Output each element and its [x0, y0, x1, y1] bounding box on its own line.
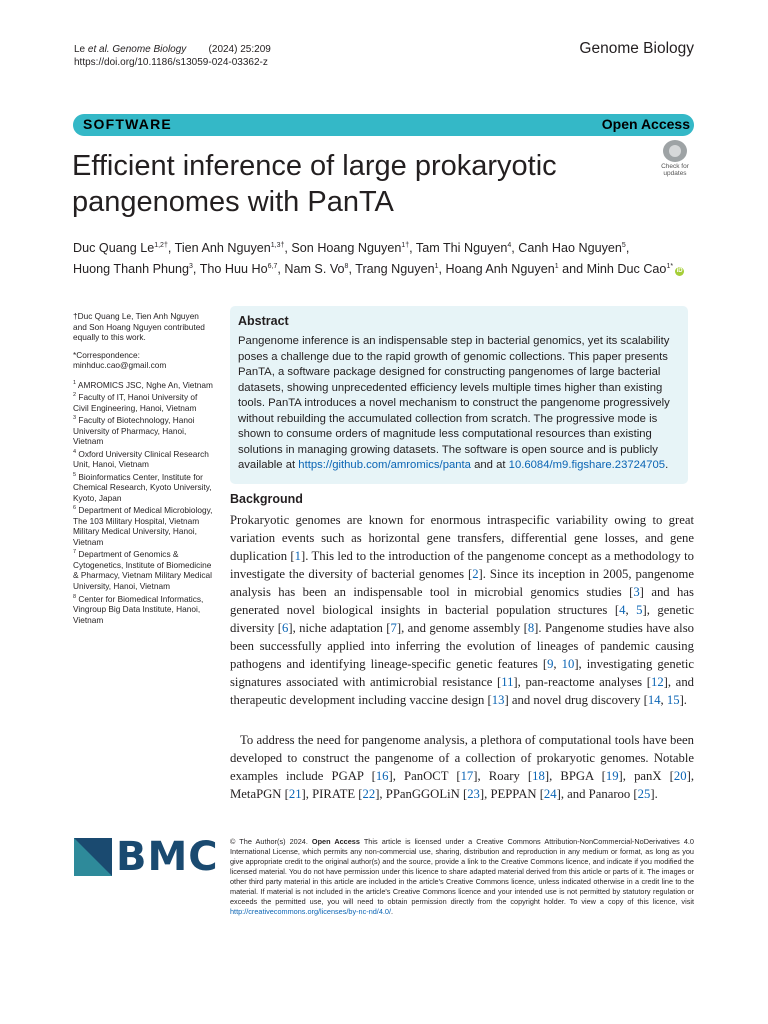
- citation-reference-link[interactable]: 25: [637, 787, 651, 801]
- affiliation-text: Oxford University Clinical Research Unit, Hanoi, Vietnam: [73, 448, 209, 470]
- author-name[interactable]: Trang Nguyen: [355, 262, 435, 276]
- github-link[interactable]: https://github.com/amromics/panta: [298, 459, 471, 471]
- author-name[interactable]: Tien Anh Nguyen: [174, 241, 271, 255]
- author-affiliation-marker: 4: [507, 241, 512, 249]
- affiliation-number: 5: [73, 471, 77, 478]
- citation-reference-link[interactable]: 9: [547, 657, 554, 671]
- abstract-heading: Abstract: [238, 314, 289, 328]
- author-list: Duc Quang $Le^{1,2\dagger}$, Tien Anh Nguyen$^{1,3\dagger}$, Son Hoang Nguyen$^{1\dagger}$, Tam Thi Nguyen$^4$, Canh Hao Nguyen$^5$, Huong Thanh Phung$^3$, Tho Huu Ho$^{6,7}$, Nam S. Vo$^8$, Trang Nguyen$^1$, Hoang Anh Nguyen$^1$ and Minh Duc Cao$^{1*}$iD: [73, 241, 683, 276]
- author-name[interactable]: Son Hoang Nguyen: [291, 241, 402, 255]
- affiliation-item: [73, 503, 213, 547]
- author-affiliation-marker: 1,2†: [154, 241, 168, 249]
- citation-etal: et al.: [87, 44, 110, 55]
- citation-reference-link[interactable]: 1: [294, 549, 301, 563]
- paragraph-text: ], MetaPGN [: [230, 769, 694, 801]
- author-affiliation-marker: 8: [344, 262, 349, 270]
- citation-reference-link[interactable]: 11: [501, 675, 514, 689]
- abstract-between: and at: [470, 459, 509, 471]
- orcid-icon[interactable]: iD: [676, 268, 683, 274]
- citation-reference-link[interactable]: 17: [460, 769, 474, 783]
- affiliation-number: 4: [73, 448, 77, 455]
- affiliation-text: Faculty of IT, Hanoi University of Civil Engineering, Hanoi, Vietnam: [73, 392, 198, 413]
- affiliation-number: 2: [73, 392, 77, 399]
- correspondence-label: *Correspondence:: [73, 349, 140, 360]
- background-paragraph-1: [230, 511, 694, 709]
- citation-reference-link[interactable]: 22: [362, 787, 376, 801]
- bmc-logo-mark-icon: [74, 838, 112, 876]
- abstract-end: .: [665, 459, 669, 471]
- affiliation-list: [73, 378, 213, 625]
- paragraph-text: ], PIRATE [: [301, 787, 363, 801]
- license-open-access: Open Access: [311, 837, 360, 846]
- author-affiliation-marker: 1*: [666, 262, 674, 270]
- paragraph-text: ].: [650, 787, 658, 801]
- paragraph-text: ]. This led to the introduction of the pangenome concept as a methodology to investigate the diversity of bacterial genomes [: [230, 549, 695, 581]
- background-paragraph-2: [230, 731, 694, 803]
- author-name[interactable]: Duc Quang Le: [73, 241, 155, 255]
- author-name[interactable]: Canh Hao Nguyen: [518, 241, 622, 255]
- affiliation-item: [73, 390, 213, 413]
- paragraph-text: ], PPanGGOLiN [: [375, 787, 468, 801]
- citation-reference-link[interactable]: 2: [472, 567, 479, 581]
- citation-reference-link[interactable]: 10: [561, 657, 575, 671]
- affiliation-text: Faculty of Biotechnology, Hanoi University of Pharmacy, Hanoi, Vietnam: [73, 415, 195, 447]
- check-for-updates-button[interactable]: [656, 140, 694, 180]
- author-affiliation-marker: 5: [621, 241, 626, 249]
- paragraph-text: ] and novel drug discovery [: [504, 693, 648, 707]
- paragraph-text: ]. Since its inception in 2005, pangenome analysis has been an indispensable tool in microbial genomics studies [: [230, 567, 694, 599]
- citation-reference-link[interactable]: 13: [491, 693, 505, 707]
- author-name[interactable]: Huong Thanh Phung: [73, 262, 190, 276]
- author-name[interactable]: Hoang Anh Nguyen: [445, 262, 555, 276]
- paragraph-text: ], investigating genetic signatures associated with antimicrobial resistance [: [230, 657, 695, 689]
- abstract-body: [238, 334, 683, 474]
- author-affiliation-marker: 1: [434, 262, 439, 270]
- citation-reference-link[interactable]: 12: [650, 675, 664, 689]
- citation-authors: Le: [74, 44, 88, 55]
- paragraph-text: ], and therapeutic development including vaccine design [: [230, 675, 695, 707]
- open-access-label: Open Access: [601, 116, 690, 132]
- citation-header: [74, 43, 271, 69]
- equal-contribution-note: †Duc Quang Le, Tien Anh Nguyen and Son Hoang Nguyen contributed equally to this work.: [73, 311, 205, 343]
- figshare-link[interactable]: 10.6084/m9.figshare.23724705: [508, 459, 666, 471]
- check-updates-line1: Check for: [661, 163, 689, 170]
- affiliation-item: [73, 547, 213, 591]
- author-name[interactable]: Tam Thi Nguyen: [415, 241, 508, 255]
- citation-reference-link[interactable]: 15: [666, 693, 680, 707]
- doi-link[interactable]: https://doi.org/10.1186/s13059-024-03362-z: [74, 57, 268, 68]
- citation-reference-link[interactable]: 18: [532, 769, 545, 783]
- citation-reference-link[interactable]: 3: [633, 585, 640, 599]
- journal-name: Genome Biology: [579, 40, 694, 57]
- author-name[interactable]: Nam S. Vo: [284, 262, 345, 276]
- affiliation-text: Department of Genomics & Cytogenetics, Institute of Biomedicine & Pharmacy, Vietnam Military Medical University, Hanoi, Vietnam: [73, 549, 212, 592]
- affiliation-item: [73, 378, 213, 390]
- citation-reference-link[interactable]: 4: [619, 603, 626, 617]
- license-statement: [230, 837, 694, 917]
- citation-reference-link[interactable]: 24: [543, 787, 557, 801]
- paragraph-text: ], and genome assembly [: [396, 621, 528, 635]
- affiliation-number: 3: [73, 415, 77, 422]
- citation-reference-link[interactable]: 16: [375, 769, 389, 783]
- citation-reference-link[interactable]: 8: [527, 621, 535, 635]
- affiliation-number: 8: [73, 593, 77, 600]
- license-text: This article is licensed under a Creative Commons Attribution-NonCommercial-NoDerivatives 4.0 International License, which permits any non-commercial use, sharing, distribution and reproduction in any medium or format, as long as you give appropriate credit to the original author(s) and the source, provide a link to the Creative Commons licence, and indicate if you modified the licensed material. You do not have permission under this licence to share adapted material derived from this article or parts of it. The images or other third party material in this article are included in the article's Creative Commons licence, unless indicated otherwise in a credit line to the material. If material is not included in the article's Creative Commons licence and your intended use is not permitted by statutory regulation or exceeds the permitted use, you will need to obtain permission directly from the copyright holder. To view a copy of this licence, visit: [230, 837, 694, 906]
- license-link[interactable]: http://creativecommons.org/licenses/by-nc-nd/4.0/: [230, 907, 392, 916]
- author-notes-sidebar: [73, 311, 213, 625]
- paragraph-text: ] and has generated novel biological insights in bacterial population structures [: [230, 585, 694, 617]
- citation-reference-link[interactable]: 6: [282, 621, 289, 635]
- check-updates-line2: updates: [663, 170, 687, 177]
- paragraph-text: ], PEPPAN [: [479, 787, 544, 801]
- paragraph-text: ]. Pangenome studies have also been successfully applied into inferring the evolution of lineages of pandemic causing pathogens and identifying lineage-specific genetic features [: [230, 621, 694, 671]
- article-title: Efficient inference of large prokaryotic pangenomes with PanTA: [72, 150, 557, 218]
- article-type-banner: [73, 114, 694, 136]
- paragraph-text: ,: [660, 693, 667, 707]
- author-affiliation-marker: 1†: [401, 241, 410, 249]
- paragraph-text: To address the need for pangenome analysis, a plethora of computational tools have been developed to construct the pangenome of a collection of prokaryotic genomes. Notable examples include PGAP [: [230, 733, 694, 783]
- license-end: .: [391, 907, 394, 916]
- paragraph-text: ], and Panaroo [: [556, 787, 638, 801]
- paragraph-text: ], genetic diversity [: [230, 603, 695, 635]
- author-name[interactable]: Minh Duc Cao: [586, 262, 667, 276]
- paragraph-text: ], panX [: [618, 769, 674, 783]
- article-type-label: SOFTWARE: [83, 116, 172, 132]
- citation-year-volume: (2024) 25:209: [208, 44, 271, 55]
- affiliation-text: Center for Biomedical Informatics, Vingroup Big Data Institute, Hanoi, Vietnam: [73, 593, 204, 625]
- citation-reference-link[interactable]: 5: [636, 603, 643, 617]
- bmc-logo: [74, 834, 219, 880]
- paragraph-text: ].: [679, 693, 687, 707]
- check-updates-icon: [663, 140, 687, 162]
- affiliation-text: AMROMICS JSC, Nghe An, Vietnam: [77, 379, 213, 390]
- affiliation-item: [73, 470, 213, 504]
- author-affiliation-marker: 6,7: [267, 262, 278, 270]
- citation-reference-link[interactable]: 19: [605, 769, 619, 783]
- correspondence-email[interactable]: minhduc.cao@gmail.com: [73, 360, 167, 371]
- license-prefix: © The Author(s) 2024.: [230, 837, 312, 846]
- affiliation-number: 6: [73, 505, 77, 512]
- paragraph-text: ], niche adaptation [: [288, 621, 391, 635]
- author-name[interactable]: Tho Huu Ho: [199, 262, 268, 276]
- citation-reference-link[interactable]: 20: [673, 769, 687, 783]
- affiliation-number: 7: [73, 549, 77, 556]
- affiliation-text: Department of Medical Microbiology, The 103 Military Hospital, Vietnam Military Medical University, Hanoi, Vietnam: [73, 505, 213, 547]
- citation-journal: Genome Biology: [109, 44, 187, 55]
- paragraph-text: ], Roary [: [473, 769, 533, 783]
- affiliation-item: [73, 413, 213, 447]
- citation-reference-link[interactable]: 7: [390, 621, 397, 635]
- citation-reference-link[interactable]: 23: [467, 787, 480, 801]
- abstract-text: Pangenome inference is an indispensable step in bacterial genomics, yet its scalability poses a challenge due to the rapid growth of genomic collections. This paper presents PanTA, a software package designed for constructing pangenomes of large bacterial datasets, showing unprecedented efficiency levels multiple times higher than existing tools. PanTA introduces a novel mechanism to construct the pangenome progressively without rebuilding the accumulated collection from scratch. The progressive mode is shown to consume orders of magnitude less computational resources than existing solutions in managing growing datasets. The software is open source and is publicly available at: [238, 335, 670, 471]
- paragraph-text: Prokaryotic genomes are known for enormous intraspecific variability owing to great variation events such as horizontal gene transfers, differential gene losses, and gene duplication [: [230, 513, 694, 563]
- paragraph-text: ,: [625, 603, 637, 617]
- citation-reference-link[interactable]: 21: [288, 787, 302, 801]
- author-affiliation-marker: 1,3†: [270, 241, 285, 249]
- citation-reference-link[interactable]: 14: [647, 693, 661, 707]
- paragraph-text: ], pan-reactome analyses [: [513, 675, 651, 689]
- paragraph-text: ], PanOCT [: [388, 769, 461, 783]
- affiliation-text: Bioinformatics Center, Institute for Chemical Research, Kyoto University, Kyoto, Japan: [73, 471, 212, 503]
- affiliation-item: [73, 592, 213, 626]
- affiliation-number: 1: [73, 379, 77, 386]
- affiliation-item: [73, 447, 213, 470]
- abstract-box: [230, 306, 688, 484]
- bmc-logo-text: BMC: [116, 834, 219, 880]
- author-affiliation-marker: 3: [189, 262, 193, 270]
- paragraph-text: ,: [553, 657, 562, 671]
- background-heading: Background: [230, 492, 303, 506]
- paragraph-text: ], BPGA [: [544, 769, 606, 783]
- author-affiliation-marker: 1: [554, 262, 559, 270]
